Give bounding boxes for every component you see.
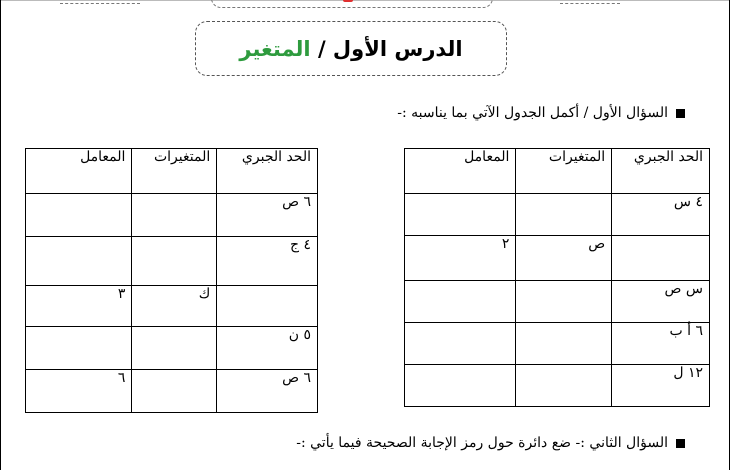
cell-coefficient[interactable] (405, 281, 516, 323)
table-row (26, 370, 318, 413)
cell-coefficient[interactable] (26, 327, 132, 370)
top-divider-right (560, 3, 620, 4)
cell-term: ٥ ن (217, 327, 318, 370)
cell-coefficient: ٦ (26, 370, 132, 413)
cell-coefficient[interactable] (26, 194, 132, 237)
cell-variables[interactable] (516, 365, 612, 407)
header-variables: المتغيرات (516, 149, 612, 194)
table-row (26, 194, 318, 237)
header-algebraic-term: الحد الجبري (217, 149, 318, 194)
cell-coefficient[interactable] (405, 194, 516, 236)
cell-coefficient[interactable] (405, 323, 516, 365)
previous-heading-mark (343, 0, 353, 2)
cell-variables[interactable] (132, 237, 217, 286)
question-1 (397, 105, 685, 121)
lesson-title-box (195, 21, 507, 76)
cell-variables[interactable] (516, 281, 612, 323)
table-header-row (405, 149, 710, 194)
table-row (405, 194, 710, 236)
table-row (405, 365, 710, 407)
table-row (405, 323, 710, 365)
cell-coefficient: ٣ (26, 286, 132, 327)
table-right (404, 148, 710, 407)
bullet-square-icon (676, 439, 685, 448)
cell-term: ١٢ ل (612, 365, 710, 407)
question-2 (296, 435, 685, 451)
cell-term: ٦ ص (217, 370, 318, 413)
bullet-square-icon (676, 109, 685, 118)
page-left-border (0, 0, 1, 470)
lesson-title-highlight: المتغير (239, 36, 311, 61)
cell-coefficient[interactable] (405, 365, 516, 407)
top-divider-left (60, 3, 140, 4)
cell-coefficient: ٢ (405, 236, 516, 281)
table-row (405, 281, 710, 323)
table-row (26, 237, 318, 286)
table-left (25, 148, 318, 413)
cell-variables[interactable] (132, 327, 217, 370)
header-coefficient: المعامل (405, 149, 516, 194)
lesson-title: الدرس الأول / (317, 36, 463, 61)
header-variables: المتغيرات (132, 149, 217, 194)
table-row (26, 327, 318, 370)
cell-variables[interactable] (516, 194, 612, 236)
page-right-border (729, 0, 730, 470)
header-algebraic-term: الحد الجبري (612, 149, 710, 194)
cell-variables: ك (132, 286, 217, 327)
cell-variables: ص (516, 236, 612, 281)
cell-term: ٤ ج (217, 237, 318, 286)
table-row (405, 236, 710, 281)
question-1-text: السؤال الأول / أكمل الجدول الآتي بما يناسبه :- (397, 105, 668, 121)
header-coefficient: المعامل (26, 149, 132, 194)
question-2-text: السؤال الثاني :- ضع دائرة حول رمز الإجابة الصحيحة فيما يأتي :- (296, 435, 668, 451)
cell-coefficient[interactable] (26, 237, 132, 286)
cell-term: ٤ س (612, 194, 710, 236)
table-row (26, 286, 318, 327)
cell-variables[interactable] (132, 194, 217, 237)
table-header-row (26, 149, 318, 194)
cell-term: ٦ أ ب (612, 323, 710, 365)
cell-variables[interactable] (132, 370, 217, 413)
cut-off-line-fragment (440, 462, 460, 470)
cell-term: س ص (612, 281, 710, 323)
cell-term[interactable] (612, 236, 710, 281)
cell-term: ٦ ص (217, 194, 318, 237)
cell-variables[interactable] (516, 323, 612, 365)
cell-term[interactable] (217, 286, 318, 327)
